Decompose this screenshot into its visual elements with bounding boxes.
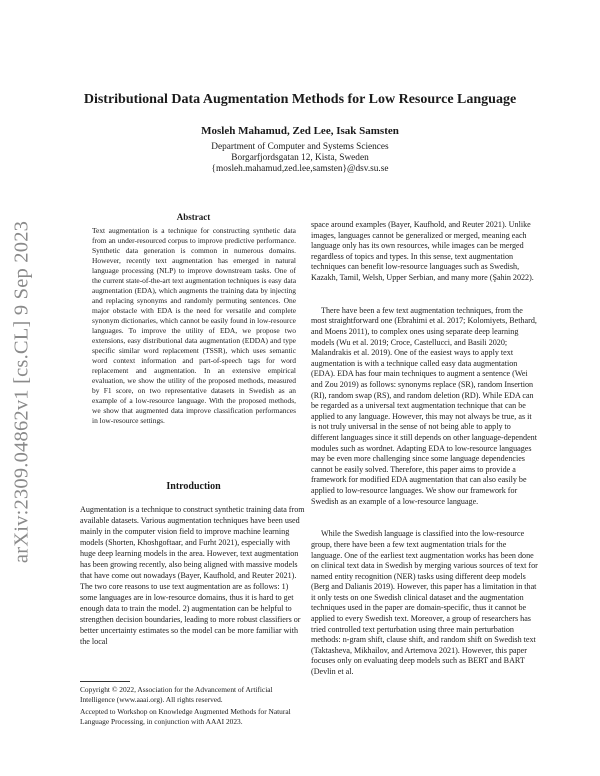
right-paragraph-3: While the Swedish language is classified into the low-resource group, there have been a few text augmentation trials for the language. One of the earliest text augmentation works has been done on clinical text data in Swedish by merging various sources of text for named entity recognition (NER) tasks using different deep models (Berg and Dalianis 2019). However, this paper has a limitation in that it only tests on one Swedish clinical dataset and the augmentation techniques used in the paper are domain-specific, thus it cannot be applied to every Swedish text. Moreover, a group of researchers has tried controlled text perturbation using three main perturbation methods: n-gram shift, clause shift, and random shift on Swedish text (Taktasheva, Mikhailov, and Artemova 2021). However, this paper focuses only on evaluating deep models such as BERT and BART (Devlin et al.: [311, 529, 538, 677]
right-paragraph-1: space around examples (Bayer, Kaufhold, and Reuter 2021). Unlike images, languages cannot be generalized or merged, meaning each language only has its own resources, while images can be merged regardless of topics and types. In this sense, text augmentation techniques can benefit low-resource languages such as Swedish, Kazakh, Tamil, Welsh, Upper Serbian, and many more (Şahin 2022).: [311, 220, 534, 283]
affiliation-address: Borgarfjordsgatan 12, Kista, Sweden: [231, 153, 369, 164]
author-list: Mosleh Mahamud, Zed Lee, Isak Samsten: [201, 125, 399, 137]
right-column: [311, 212, 538, 686]
introduction: [80, 496, 307, 655]
paper-title: Distributional Data Augmentation Methods for Low Resource Language: [83, 92, 517, 107]
arxiv-stamp-text[interactable]: arXiv:2309.04862v1 [cs.CL] 9 Sep 2023: [10, 220, 33, 564]
abstract-text: Text augmentation is a technique for constructing synthetic data from an under-resourced corpus to improve predictive performance. Synthetic data generation is common in numerous domains. However, recently text augmentation has emerged in natural language processing (NLP) to improve downstream tasks. One of the current state-of-the-art text augmentation techniques is easy data augmentation (EDA), which augments the training data by injecting and replacing synonyms and randomly permuting sentences. One major obstacle with EDA is the need for versatile and complete synonym dictionaries, which cannot be easily found in low-resource languages. To improve the utility of EDA, we propose two extensions, easy distributional data augmentation (EDDA) and type specific similar word replacement (TSSR), which uses semantic word context information and part-of-speech tags for word replacement and augmentation. In an extensive empirical evaluation, we show the utility of the proposed methods, measured by F1 score, on two representative datasets in Swedish as an example of a low-resource language. With the proposed methods, we show that augmented data improve classification performances in low-resource settings.: [92, 226, 296, 425]
introduction-heading: Introduction: [166, 481, 221, 492]
workshop-note: Accepted to Workshop on Knowledge Augmented Methods for Natural Language Processing, in conjunction with AAAI 2023.: [80, 707, 291, 726]
right-paragraph-2: There have been a few text augmentation techniques, from the most straightforward one (Ebrahimi et al. 2017; Kolomiyets, Bethard, and Moens 2011), to complex ones using separate deep learning models (Wu et al. 2019; Croce, Castellucci, and Basili 2020; Malandrakis et al. 2019). One of the easiest ways to apply text augmentation is with a technique called easy data augmentation (EDA). EDA has four main techniques to augment a sentence (Wei and Zou 2019) as follows: synonyms replace (SR), random Insertion (RI), random swap (RS), and random deletion (RD). While EDA can be regarded as a universal text augmentation technique that can be applied to any language. However, this may not always be true, as it is not truly universal in the sense of not being able to apply to different languages since it still depends on other language-dependent modules such as wordnet. Adapting EDA to low-resource languages may be even more challenging since some language dependencies cannot be easily solved. Therefore, this paper aims to provide a framework for modified EDA augmentation that can also easily be applied to low-resource languages. We show our framework for Swedish as an example of a low-resource language.: [311, 305, 537, 506]
affiliation-email[interactable]: {mosleh.mahamud,zed.lee,samsten}@dsv.su.se: [211, 164, 389, 175]
footnote-rule: [80, 681, 130, 682]
copyright-notice: Copyright © 2022, Association for the Advancement of Artificial Intelligence (www.aaai.org). All rights reserved.: [80, 685, 273, 704]
abstract: [92, 226, 296, 426]
introduction-paragraph: Augmentation is a technique to construct synthetic training data from available datasets. Various augmentation techniques have been used mainly in the computer vision field to improve machine learning models (Shorten, Khoshgoftaar, and Furht 2021), especially with huge deep learning models in the area. However, text augmentation has been growing recently, also being aligned with massive models that have come out nowadays (Bayer, Kaufhold, and Reuter 2021). The two core reasons to use text augmentation are as follows: 1) some languages are in low-resource domains, thus it is hard to get enough data to train the model. 2) augmentation can be helpful to strengthen decision boundaries, leading to more robust classifiers or better uncertainty estimates so the model can be more familiar with the local: [80, 505, 305, 647]
abstract-heading: Abstract: [176, 212, 211, 222]
affiliation-department: Department of Computer and Systems Sciences: [211, 142, 389, 152]
footnote: [80, 685, 307, 726]
arxiv-stamp: [8, 192, 36, 592]
affiliation: [60, 142, 540, 176]
